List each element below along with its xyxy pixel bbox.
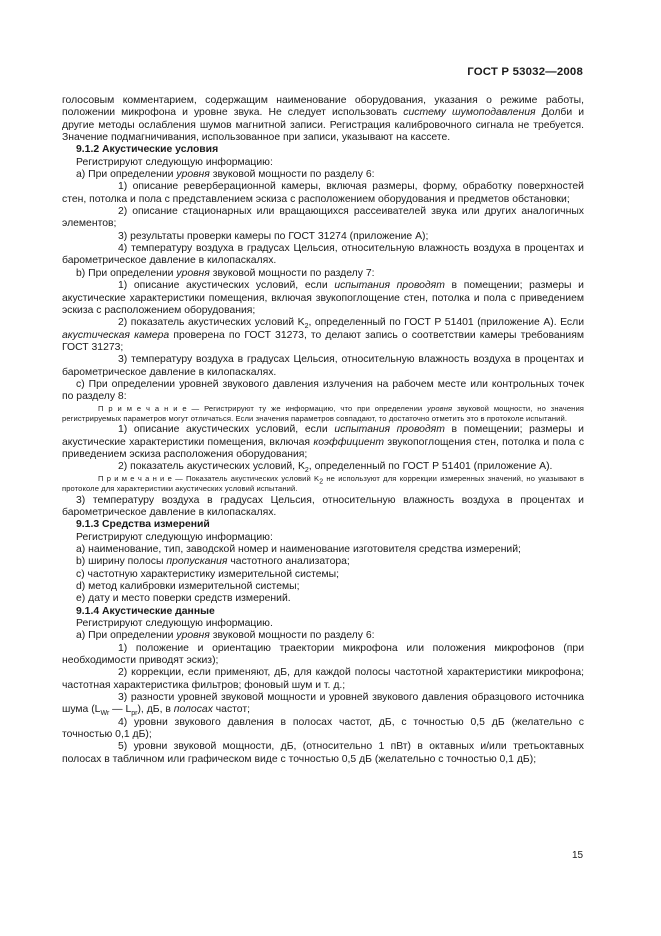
list-item: 3) температуру воздуха в градусах Цельсия, относительную влажность воздуха в процентах и барометрическое давление в килопаскалях. [62, 354, 584, 378]
list-item: 2) описание стационарных или вращающихся рассеивателей звука или других аналогичных элементов; [62, 206, 584, 230]
list-item: 1) положение и ориентацию траектории микрофона или положения микрофонов (при необходимости приводят эскиз); [62, 642, 584, 667]
list-item: 3) температуру воздуха в градусах Цельсия, относительную влажность воздуха в процентах и барометрическое давление в килопаскалях. [62, 494, 584, 518]
page-number: 15 [572, 850, 584, 861]
list-item: d) метод калибровки измерительной системы; [76, 581, 300, 592]
list-item: а) При определении уровня звуковой мощности по разделу 6: [76, 169, 375, 181]
section-9-1-2-title: 9.1.2 Акустические условия [76, 144, 219, 156]
list-item: с) частотную характеристику измерительной системы; [76, 568, 340, 580]
document-header: ГОСТ Р 53032—2008 [467, 66, 583, 78]
list-item: 2) показатель акустических условий $K_2$, определенный по ГОСТ Р 51401 (приложение А). Если акустическая камера проверена по ГОСТ 31273, то делают запись о соответствии камеры требованиям ГОСТ 31273; [62, 317, 584, 353]
list-item: 1) описание реверберационной камеры, включая размеры, форму, обработку поверхностей стен, потолка и пола с представлением эскиза с расположением оборудования и предметов обстановки; [62, 181, 584, 205]
section-9-1-3-title: 9.1.3 Средства измерений [76, 519, 210, 531]
paragraph: голосовым комментарием, содержащим наименование оборудования, указания о режиме работы, положении микрофона и уровне звука. Не следует использовать систему шумоподавления Долби и другие методы ослабления шумов магнитной записи. Регистрация калибровочного сигнала не требуется. Значение подмагничивания, использованное при записи, указывают на кассете. [62, 95, 584, 144]
list-item: 3) разности уровней звуковой мощности и уровней звукового давления образцового источника шума ($L_{Wr}$ — $L_{pr}$), дБ, в полосах частот; [62, 692, 584, 718]
document-body [62, 95, 584, 766]
list-item: 2) показатель акустических условий, $K_2$, определенный по ГОСТ Р 51401 (приложение А). [118, 461, 553, 475]
list-item: а) наименование, тип, заводской номер и наименование изготовителя средства измерений; [76, 543, 521, 555]
list-item: с) При определении уровней звукового давления излучения на рабочем месте или контрольных точек по разделу 8: [62, 378, 584, 403]
list-item: е) дату и место поверки средств измерений. [76, 593, 291, 605]
note: П р и м е ч а н и е — Регистрируют ту же информацию, что при определении уровня звуковой мощности, но значения регистрируемых параметров могут отличаться. Если значения параметров совпадают, то достаточно отметить это в протоколе испытаний. [62, 403, 585, 423]
section-9-1-4-title: 9.1.4 Акустические данные [76, 605, 215, 617]
list-item: 2) коррекции, если применяют, дБ, для каждой полосы частотной характеристики микрофона; частотная характеристика фильтров; фоновый шум и т. д.; [62, 667, 584, 691]
list-item: b) ширину полосы пропускания частотного анализатора; [76, 556, 350, 568]
list-item: 4) температуру воздуха в градусах Цельсия, относительную влажность воздуха в процентах и барометрическое давление в килопаскалях. [62, 243, 584, 267]
list-item: а) При определении уровня звуковой мощности по разделу 6: [76, 630, 375, 642]
paragraph: Регистрируют следующую информацию: [76, 531, 273, 543]
list-item: 1) описание акустических условий, если испытания проводят в помещении; размеры и акустические характеристики помещения, включая коэффициент звукопоглощения стен, потолка и пола с приведением эскиза расположения оборудования; [62, 424, 585, 461]
list-item: 1) описание акустических условий, если испытания проводят в помещении; размеры и акустические характеристики помещения, включая звукопоглощение стен, потолка и пола с приведением эскиза с расположением оборудования; [62, 280, 584, 316]
note: П р и м е ч а н и е — Показатель акустических условий $K_2$ не используют для коррекции измеренных значений, но указывают в протоколе для характеристики акустических условий испытаний. [62, 473, 585, 494]
list-item: 4) уровни звукового давления в полосах частот, дБ, с точностью 0,5 дБ (желательно с точностью 0,1 дБ); [62, 716, 584, 741]
list-item: 3) результаты проверки камеры по ГОСТ 31274 (приложение А); [118, 230, 429, 242]
paragraph: Регистрируют следующую информацию. [76, 618, 273, 630]
paragraph: Регистрируют следующую информацию: [76, 156, 273, 168]
list-item: 5) уровни звуковой мощности, дБ, (относительно 1 пВт) в октавных и/или третьоктавных полосах в табличном или графическом виде с точностью 0,5 дБ (желательно с точностью 0,1 дБ); [62, 741, 584, 765]
list-item: b) При определении уровня звуковой мощности по разделу 7: [76, 267, 375, 279]
